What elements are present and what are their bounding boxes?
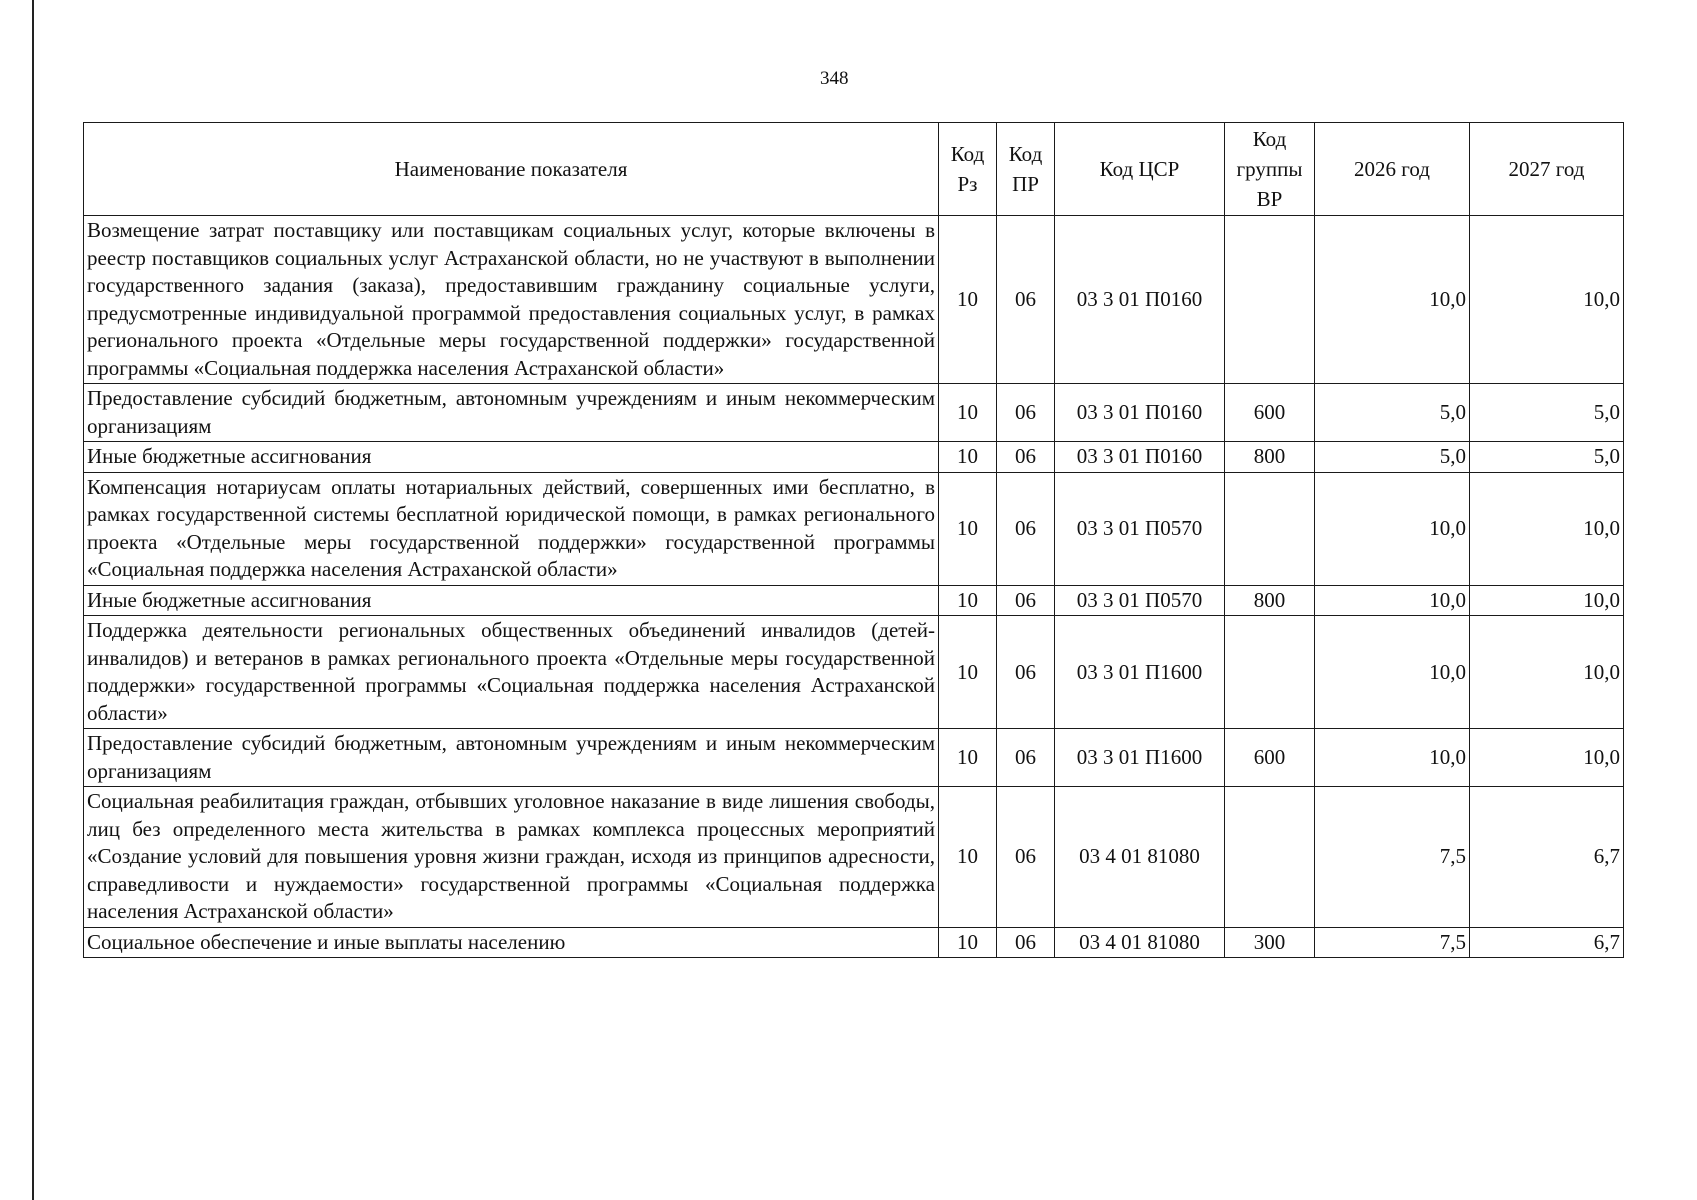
row-2026: 10,0	[1315, 729, 1470, 787]
row-name: Иные бюджетные ассигнования	[84, 585, 939, 616]
header-name: Наименование показателя	[84, 123, 939, 216]
row-pr: 06	[997, 616, 1055, 729]
row-pr: 06	[997, 472, 1055, 585]
table-row	[84, 927, 1624, 958]
row-2027: 10,0	[1470, 216, 1624, 384]
row-pr: 06	[997, 216, 1055, 384]
row-2026: 10,0	[1315, 472, 1470, 585]
table-row	[84, 442, 1624, 473]
row-vr	[1225, 472, 1315, 585]
row-vr: 300	[1225, 927, 1315, 958]
header-rz: Код Рз	[939, 123, 997, 216]
row-pr: 06	[997, 729, 1055, 787]
row-rz: 10	[939, 616, 997, 729]
row-vr: 800	[1225, 442, 1315, 473]
row-2026: 10,0	[1315, 216, 1470, 384]
row-name: Компенсация нотариусам оплаты нотариальных действий, совершенных ими бесплатно, в рамках государственной системы бесплатной юридической помощи, в рамках регионального проекта «Отдельные меры государственной поддержки» государственной программы «Социальная поддержка населения Астраханской области»	[84, 472, 939, 585]
row-2027: 6,7	[1470, 787, 1624, 928]
header-2027: 2027 год	[1470, 123, 1624, 216]
header-row	[84, 123, 1624, 216]
row-rz: 10	[939, 384, 997, 442]
header-vr: Код группы ВР	[1225, 123, 1315, 216]
row-2026: 7,5	[1315, 787, 1470, 928]
row-2027: 5,0	[1470, 384, 1624, 442]
row-rz: 10	[939, 472, 997, 585]
table-row	[84, 616, 1624, 729]
row-pr: 06	[997, 585, 1055, 616]
row-2027: 5,0	[1470, 442, 1624, 473]
row-2026: 10,0	[1315, 616, 1470, 729]
budget-table	[83, 122, 1624, 958]
row-csr: 03 3 01 П0160	[1055, 216, 1225, 384]
row-vr	[1225, 787, 1315, 928]
table-row	[84, 787, 1624, 928]
header-2026: 2026 год	[1315, 123, 1470, 216]
row-name: Предоставление субсидий бюджетным, автономным учреждениям и иным некоммерческим организациям	[84, 729, 939, 787]
page-number: 348	[820, 68, 849, 89]
row-rz: 10	[939, 216, 997, 384]
row-pr: 06	[997, 442, 1055, 473]
row-csr: 03 3 01 П0160	[1055, 384, 1225, 442]
row-csr: 03 4 01 81080	[1055, 927, 1225, 958]
row-2027: 10,0	[1470, 616, 1624, 729]
row-2026: 7,5	[1315, 927, 1470, 958]
row-vr	[1225, 616, 1315, 729]
table-row	[84, 729, 1624, 787]
row-2026: 5,0	[1315, 384, 1470, 442]
table-row	[84, 472, 1624, 585]
row-name: Возмещение затрат поставщику или поставщикам социальных услуг, которые включены в реестр поставщиков социальных услуг Астраханской области, но не участвуют в выполнении государственного задания (заказа), предоставившим гражданину социальные услуги, предусмотренные индивидуальной программой предоставления социальных услуг, в рамках регионального проекта «Отдельные меры государственной поддержки» государственной программы «Социальная поддержка населения Астраханской области»	[84, 216, 939, 384]
row-vr: 600	[1225, 729, 1315, 787]
row-2027: 10,0	[1470, 729, 1624, 787]
row-csr: 03 3 01 П0160	[1055, 442, 1225, 473]
row-pr: 06	[997, 787, 1055, 928]
row-name: Социальное обеспечение и иные выплаты населению	[84, 927, 939, 958]
row-rz: 10	[939, 585, 997, 616]
row-2027: 10,0	[1470, 472, 1624, 585]
row-name: Поддержка деятельности региональных общественных объединений инвалидов (детей-инвалидов) и ветеранов в рамках регионального проекта «Отдельные меры государственной поддержки» государственной программы «Социальная поддержка населения Астраханской области»	[84, 616, 939, 729]
row-vr: 800	[1225, 585, 1315, 616]
row-csr: 03 3 01 П0570	[1055, 585, 1225, 616]
table-row	[84, 585, 1624, 616]
row-2027: 10,0	[1470, 585, 1624, 616]
row-name: Предоставление субсидий бюджетным, автономным учреждениям и иным некоммерческим организациям	[84, 384, 939, 442]
row-pr: 06	[997, 384, 1055, 442]
row-rz: 10	[939, 787, 997, 928]
row-csr: 03 4 01 81080	[1055, 787, 1225, 928]
row-2027: 6,7	[1470, 927, 1624, 958]
table-row	[84, 216, 1624, 384]
row-name: Социальная реабилитация граждан, отбывших уголовное наказание в виде лишения свободы, лиц без определенного места жительства в рамках комплекса процессных мероприятий «Создание условий для повышения уровня жизни граждан, исходя из принципов адресности, справедливости и нуждаемости» государственной программы «Социальная поддержка населения Астраханской области»	[84, 787, 939, 928]
row-rz: 10	[939, 927, 997, 958]
row-2026: 10,0	[1315, 585, 1470, 616]
row-csr: 03 3 01 П0570	[1055, 472, 1225, 585]
row-csr: 03 3 01 П1600	[1055, 729, 1225, 787]
header-pr: Код ПР	[997, 123, 1055, 216]
row-2026: 5,0	[1315, 442, 1470, 473]
header-csr: Код ЦСР	[1055, 123, 1225, 216]
row-rz: 10	[939, 729, 997, 787]
row-rz: 10	[939, 442, 997, 473]
row-csr: 03 3 01 П1600	[1055, 616, 1225, 729]
binding-line	[32, 0, 34, 1200]
row-vr	[1225, 216, 1315, 384]
table-row	[84, 384, 1624, 442]
row-pr: 06	[997, 927, 1055, 958]
row-vr: 600	[1225, 384, 1315, 442]
row-name: Иные бюджетные ассигнования	[84, 442, 939, 473]
